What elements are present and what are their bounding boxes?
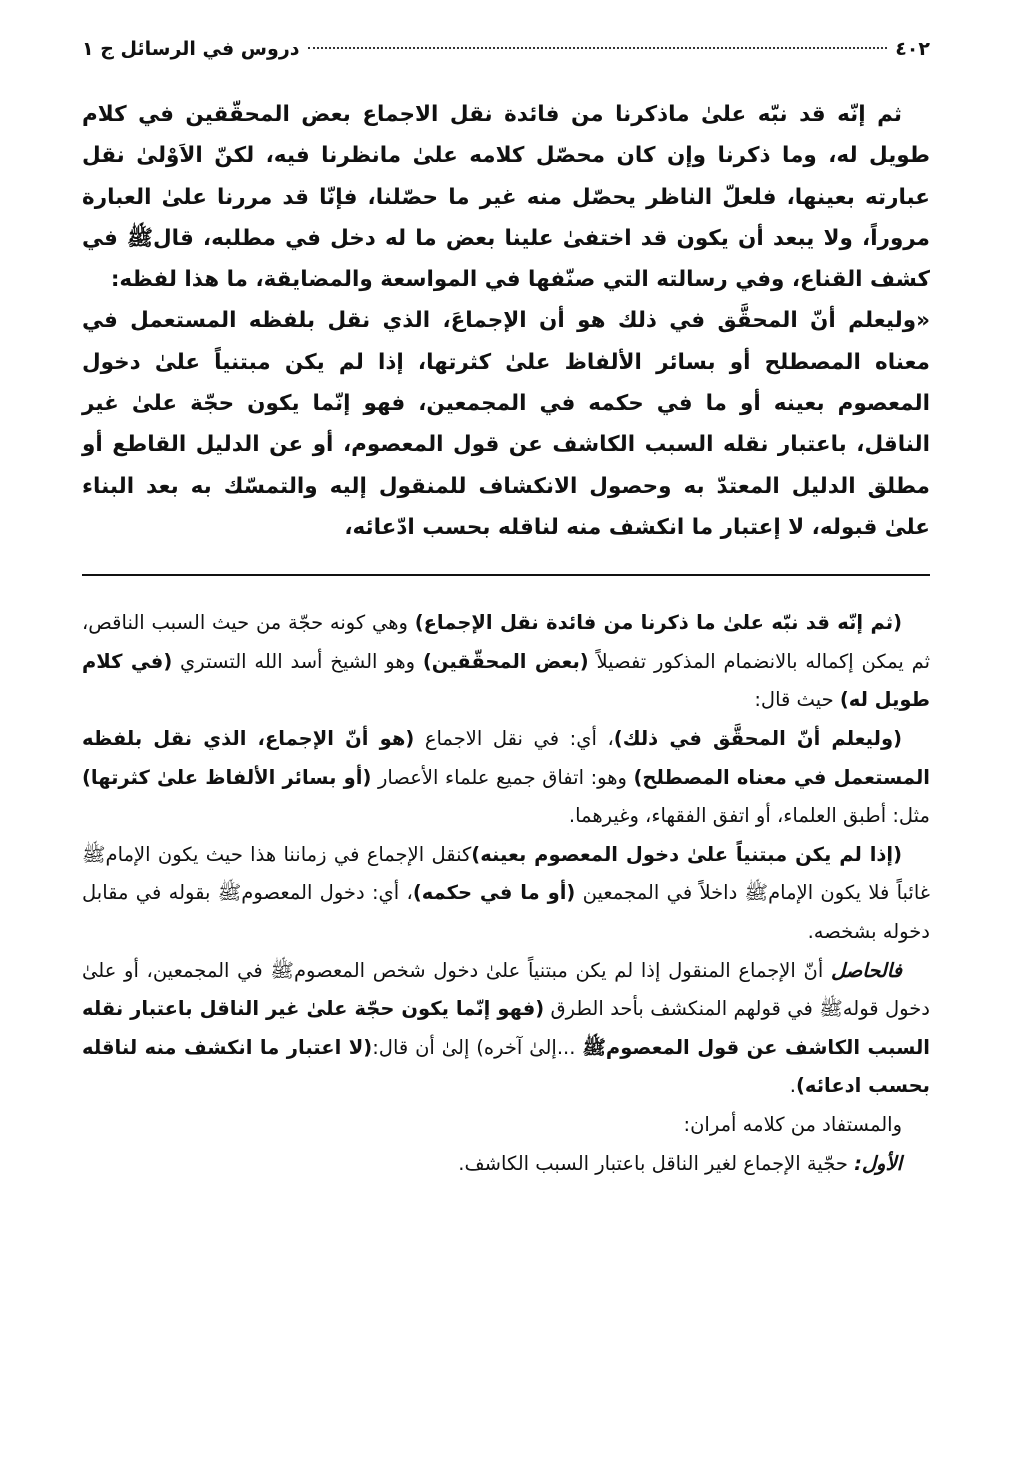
quoted-phrase: (أو بسائر الألفاظ علىٰ كثرتها) <box>82 765 372 789</box>
commentary-paragraph-1 <box>82 604 930 720</box>
commentary-text: وهي كونه حجّة من حيث السبب الناقص، ثم يمكن إكماله بالانضمام المذكور تفصيلاً <box>82 611 931 673</box>
separator-rule <box>82 574 930 576</box>
quoted-phrase: (إذا لم يكن مبتنياً علىٰ دخول المعصوم بعينه) <box>471 842 903 866</box>
commentary-text: مثل: أطبق العلماء، أو اتفق الفقهاء، وغيرهما. <box>568 804 930 828</box>
header-dot-leader <box>308 47 888 49</box>
commentary-paragraph-5: والمستفاد من كلامه أمران: <box>683 1112 902 1136</box>
page-number: ٤٠٢ <box>895 38 930 60</box>
commentary-text: ...إلىٰ آخره) إلىٰ أن قال: <box>372 1035 583 1059</box>
quoted-phrase: (أو ما في حكمه) <box>412 881 576 905</box>
commentary-text: وهو الشيخ أسد الله التستري <box>172 649 423 673</box>
main-text <box>82 94 930 548</box>
quoted-phrase: (لا اعتبار ما انكشف منه لناقله بحسب ادعائه) <box>82 1035 930 1098</box>
commentary-text: ، أي: دخول المعصومﷺ بقوله في مقابل دخوله بشخصه. <box>82 881 930 944</box>
main-paragraph-quote: «وليعلم أنّ المحقَّق في ذلك هو أن الإجماعَ، الذي نقل بلفظه المستعمل في معناه المصطلح أو بسائر الألفاظ علىٰ كثرتها، إذا لم يكن مبتنياً علىٰ دخول المعصوم بعينه أو ما في حكمه في المجمعين، فهو إنّما يكون حجّة علىٰ غير الناقل، باعتبار نقله السبب الكاشف عن قول المعصوم، أو عن الدليل القاطع أو مطلق الدليل المعتدّ به وحصول الانكشاف للمنقول إليه والتمسّك به بعد البناء علىٰ قبوله، لا إعتبار ما انكشف منه لناقله بحسب ادّعائه، <box>82 308 930 540</box>
quoted-phrase: (وليعلم أنّ المحقَّق في ذلك) <box>613 727 902 751</box>
commentary-text: . <box>789 1074 796 1098</box>
quoted-phrase: (فهو إنّما يكون حجّة علىٰ غير الناقل باعتبار نقله السبب الكاشف عن قول المعصومﷺ <box>82 997 930 1059</box>
commentary-text: حجّية الإجماع لغير الناقل باعتبار السبب الكاشف. <box>458 1151 855 1175</box>
document-page <box>82 38 930 1183</box>
commentary-text: حيث قال: <box>754 688 840 712</box>
commentary-paragraph-4 <box>82 952 930 1106</box>
main-paragraph-1: ثم إنّه قد نبّه علىٰ ماذكرنا من فائدة نقل الاجماع بعض المحقّقين في كلام طويل له، وما ذكرنا وإن كان محصّل كلامه علىٰ مانظرنا فيه، لكنّ الاَوْلىٰ نقل عبارته بعينها، فلعلّ الناظر يحصّل منه غير ما حصّلنا، فإنّا قد مررنا علىٰ العبارة مروراً، ولا يبعد أن يكون قد اختفىٰ علينا بعض ما له دخل في مطلبه، قالﷺ في كشف القناع، وفي رسالته التي صنّفها في المواسعة والمضايقة، ما هذا لفظه: <box>82 102 930 293</box>
commentary <box>82 604 930 1183</box>
quoted-phrase: (هو أنّ الإجماع، الذي نقل بلفظه المستعمل في معناه المصطلح) <box>82 727 930 789</box>
commentary-text: كنقل الإجماع في زماننا هذا حيث يكون الإمامﷺ غائباً فلا يكون الإمامﷺ داخلاً في المجمعين <box>82 842 930 905</box>
commentary-text: ، أي: في نقل الاجماع <box>414 727 614 751</box>
commentary-paragraph-3 <box>82 836 930 952</box>
commentary-paragraph-2 <box>82 720 930 836</box>
quoted-phrase: (ثم إنّه قد نبّه علىٰ ما ذكرنا من فائدة نقل الإجماع) <box>414 611 902 635</box>
italic-term: فالحاصل <box>830 958 902 982</box>
commentary-text: وهو: اتفاق جميع علماء الأعصار <box>371 765 634 789</box>
quoted-phrase: (بعض المحقّقين) <box>422 649 589 673</box>
commentary-paragraph-6 <box>82 1145 930 1184</box>
commentary-text: أنّ الإجماع المنقول إذا لم يكن مبتنياً علىٰ دخول شخص المعصومﷺ في المجمعين، أو علىٰ دخول قولهﷺ في قولهم المنكشف بأحد الطرق <box>82 958 930 1021</box>
italic-term: الأول: <box>854 1151 902 1175</box>
running-header <box>82 38 930 76</box>
book-title: دروس في الرسائل ج ١ <box>82 38 300 60</box>
quoted-phrase: (في كلام طويل له) <box>82 649 930 712</box>
